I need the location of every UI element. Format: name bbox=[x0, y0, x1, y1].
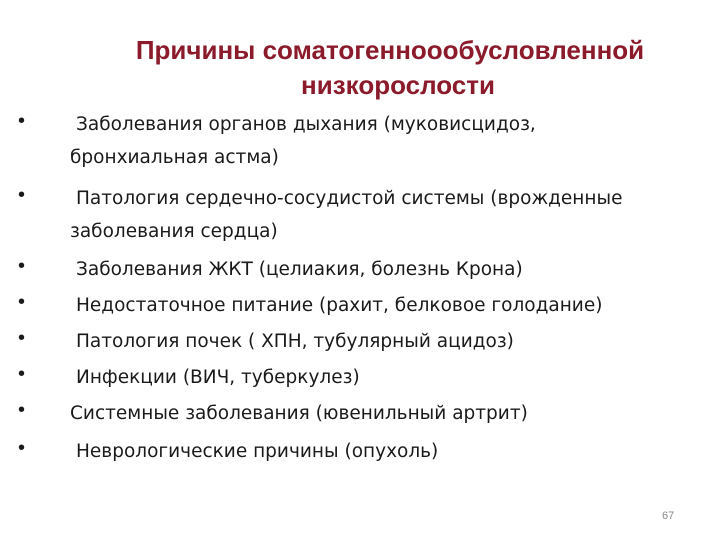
bullet-text bbox=[76, 361, 706, 394]
bullet-text bbox=[76, 325, 706, 358]
bullet-icon: • bbox=[18, 437, 26, 459]
bullet-icon: • bbox=[18, 363, 26, 385]
bullet-text bbox=[76, 253, 706, 286]
bullet-line-continuation: заболевания сердца) bbox=[70, 221, 278, 242]
bullet-line: Неврологические причины (опухоль) bbox=[76, 441, 439, 462]
title-line-1: Причины соматогенноообусловленной bbox=[135, 35, 645, 65]
bullet-icon: • bbox=[18, 399, 26, 421]
page-number: 67 bbox=[662, 510, 675, 522]
bullet-line: Системные заболевания (ювенильный артрит) bbox=[70, 403, 528, 424]
bullet-line: Заболевания ЖКТ (целиакия, болезнь Крона) bbox=[76, 259, 523, 280]
bullet-line-continuation: бронхиальная астма) bbox=[70, 147, 279, 168]
bullet-line: Патология почек ( ХПН, тубулярный ацидоз) bbox=[76, 331, 514, 352]
bullet-line: Патология сердечно-сосудистой системы (врожденные bbox=[76, 188, 623, 209]
bullet-icon: • bbox=[18, 110, 26, 132]
bullet-icon: • bbox=[18, 327, 26, 349]
bullet-line: Заболевания органов дыхания (муковисцидоз, bbox=[76, 114, 536, 135]
bullet-icon: • bbox=[18, 291, 26, 313]
bullet-line: Инфекции (ВИЧ, туберкулез) bbox=[76, 367, 360, 388]
bullet-text bbox=[76, 435, 706, 468]
bullet-text bbox=[70, 108, 706, 174]
bullet-text bbox=[70, 182, 706, 248]
bullet-text bbox=[76, 289, 706, 322]
bullet-icon: • bbox=[18, 255, 26, 277]
bullet-line: Недостаточное питание (рахит, белковое голодание) bbox=[76, 295, 603, 316]
title-line-2: низкорослости bbox=[301, 70, 495, 100]
bullet-text bbox=[70, 397, 700, 430]
slide-title bbox=[0, 33, 720, 103]
bullet-icon: • bbox=[18, 184, 26, 206]
